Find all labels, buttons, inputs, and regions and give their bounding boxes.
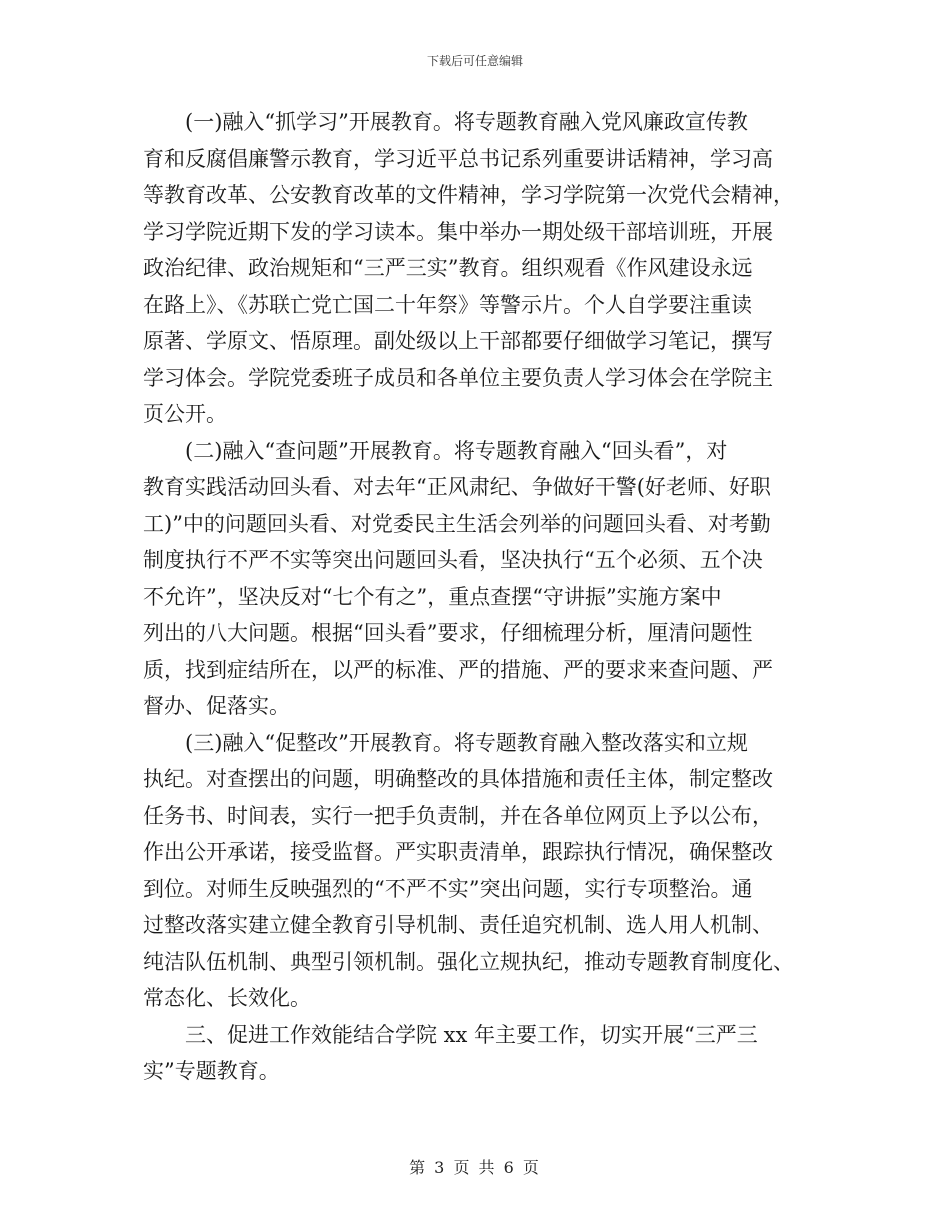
document-body bbox=[143, 104, 811, 1090]
text-line: 教育实践活动回头看、对去年“正风肃纪、争做好干警(好老师、好职 bbox=[143, 475, 771, 499]
text-line: 学习学院近期下发的学习读本。集中举办一期处级干部培训班，开展 bbox=[143, 219, 773, 244]
text-line: 页公开。 bbox=[143, 402, 227, 426]
text-line: 作出公开承诺，接受监督。严实职责清单，跟踪执行情况，确保整改 bbox=[143, 840, 773, 864]
text-line: 执纪。对查摆出的问题，明确整改的具体措施和责任主体，制定整改 bbox=[143, 767, 773, 791]
text-line: 常态化、长效化。 bbox=[143, 986, 311, 1010]
text-line: 学习体会。学院党委班子成员和各单位主要负责人学习体会在学院主 bbox=[143, 365, 773, 390]
text-line: 工)”中的问题回头看、对党委民主生活会列举的问题回头看、对考勤 bbox=[143, 511, 771, 536]
text-line: 育和反腐倡廉警示教育，学习近平总书记系列重要讲话精神，学习高 bbox=[143, 146, 773, 171]
text-line: (一)融入“抓学习”开展教育。将专题教育融入党风廉政宣传教 bbox=[185, 110, 748, 134]
text-line: 制度执行不严不实等突出问题回头看，坚决执行“五个必须、五个决 bbox=[143, 548, 763, 572]
text-line: 实”专题教育。 bbox=[143, 1059, 280, 1083]
page-header: 下载后可任意编辑 bbox=[426, 54, 523, 68]
text-line: 任务书、时间表，实行一把手负责制，并在各单位网页上予以公布， bbox=[143, 803, 773, 828]
text-line: 三、促进工作效能结合学院 xx 年主要工作，切实开展“三严三 bbox=[185, 1022, 758, 1047]
text-line: 政治纪律、政治规矩和“三严三实”教育。组织观看《作风建设永远 bbox=[143, 256, 753, 280]
text-line: 纯洁队伍机制、典型引领机制。强化立规执纪，推动专题教育制度化、 bbox=[143, 949, 794, 974]
text-line: 到位。对师生反映强烈的“不严不实”突出问题，实行专项整治。通 bbox=[143, 876, 753, 901]
text-line: 不允许”，坚决反对“七个有之”，重点查摆“守讲振”实施方案中 bbox=[143, 584, 722, 609]
text-line: 在路上》、《苏联亡党亡国二十年祭》等警示片。个人自学要注重读 bbox=[143, 292, 752, 317]
text-line: 列出的八大问题。根据“回头看”要求，仔细梳理分析，厘清问题性 bbox=[143, 621, 753, 645]
text-line: (三)融入“促整改”开展教育。将专题教育融入整改落实和立规 bbox=[185, 730, 748, 755]
text-line: 过整改落实建立健全教育引导机制、责任追究机制、选人用人机制、 bbox=[143, 913, 773, 937]
text-line: (二)融入“查问题”开展教育。将专题教育融入“回头看”，对 bbox=[185, 438, 728, 463]
page-footer: 第 3 页 共 6 页 bbox=[409, 1158, 541, 1177]
text-line: 等教育改革、公安教育改革的文件精神，学习学院第一次党代会精神， bbox=[143, 183, 794, 207]
text-line: 督办、促落实。 bbox=[143, 694, 290, 718]
text-line: 质，找到症结所在，以严的标准、严的措施、严的要求来查问题、严 bbox=[143, 657, 773, 682]
text-line: 原著、学原文、悟原理。副处级以上干部都要仔细做学习笔记，撰写 bbox=[143, 329, 773, 353]
